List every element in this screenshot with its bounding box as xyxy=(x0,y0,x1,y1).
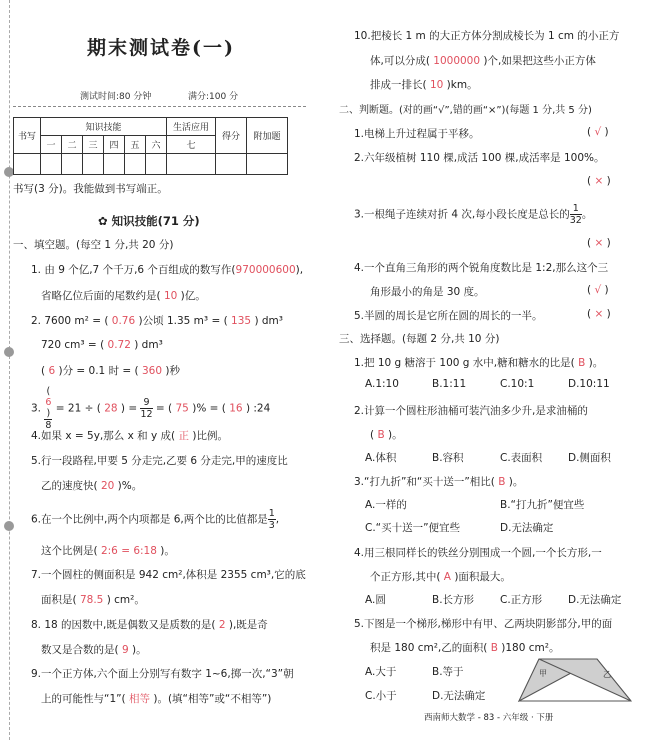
q1a: 1. 由 9 个亿,7 个千万,6 个百组成的数写作(970000600), xyxy=(31,264,304,276)
choice-4a: 4.用三根同样长的铁丝分别围成一个圆,一个长方形,一 xyxy=(354,547,602,559)
q9a: 9.一个正方体,六个面上分别写有数字 1~6,掷一次,“3”朝 xyxy=(31,668,294,680)
score-col-application: 生活应用 xyxy=(167,118,216,136)
choice-3-c: C.“买十送一”便宜些 xyxy=(365,522,461,534)
part2-heading: 二、判断题。(对的画“√”,错的画“×”)(每题 1 分,共 5 分) xyxy=(339,105,592,116)
choice-1-c: C.10:1 xyxy=(500,378,535,390)
answer: 6 xyxy=(45,397,52,408)
choice-5-c: C.小于 xyxy=(365,690,397,702)
answer: 2 xyxy=(218,619,226,631)
q3: 3. ( 6 ) 8 = 21 ÷ ( 28 ) = $\frac{9}{12}$ = ( 75 )% = ( 16 ) :24 xyxy=(31,386,271,431)
part1-heading: 一、填空题。(每空 1 分,共 20 分) xyxy=(13,239,174,251)
q5b: 乙的速度快( 20 )%。 xyxy=(41,480,143,492)
footer: 西南师大数学 - 83 - 六年级 · 下册 xyxy=(424,713,554,723)
judge-2: 2.六年级植树 110 棵,成活 100 棵,成活率是 100%。 xyxy=(354,152,605,164)
q2c: ( 6 )分 = 0.1 时 = ( 360 )秒 xyxy=(41,365,180,377)
full-score: 满分:100 分 xyxy=(188,92,239,102)
binding-hole-icon xyxy=(4,347,14,357)
score-cell[interactable] xyxy=(104,154,125,175)
q8a: 8. 18 的因数中,既是偶数又是质数的是( 2 ),既是奇 xyxy=(31,619,268,631)
test-time: 测试时间:80 分钟 xyxy=(80,92,152,102)
score-cell[interactable] xyxy=(216,154,247,175)
q4: 4.如果 x = 5y,那么 x 和 y 成( 正 )比例。 xyxy=(31,430,228,442)
star-icon: ✿ xyxy=(98,214,112,228)
choice-5-b: B.等于 xyxy=(432,666,464,678)
answer: B xyxy=(578,357,586,369)
label-jia: 甲 xyxy=(539,669,547,678)
choice-4-c: C.正方形 xyxy=(500,594,543,606)
answer: 6 xyxy=(48,365,56,377)
q2b: 720 cm³ = ( 0.72 ) dm³ xyxy=(41,339,163,351)
choice-3-d: D.无法确定 xyxy=(500,522,554,534)
score-cell[interactable] xyxy=(167,154,216,175)
answer: B xyxy=(490,642,498,654)
answer: 970000600 xyxy=(235,264,296,276)
score-col-7: 七 xyxy=(167,136,216,154)
q8b: 数又是合数的是( 9 )。 xyxy=(41,644,147,656)
divider xyxy=(13,106,306,107)
answer: 相等 xyxy=(129,693,150,705)
choice-4-b: B.长方形 xyxy=(432,594,475,606)
q10c: 排成一排长( 10 )km。 xyxy=(370,79,478,91)
answer: A xyxy=(443,571,451,583)
choice-5-d: D.无法确定 xyxy=(432,690,486,702)
choice-3: 3.“打九折”和“买十送一”相比( B )。 xyxy=(354,476,524,488)
score-col-3: 三 xyxy=(83,136,104,154)
score-col-5: 五 xyxy=(125,136,146,154)
q7b: 面积是( 78.5 ) cm²。 xyxy=(41,594,145,606)
choice-5-a: A.大于 xyxy=(365,666,397,678)
score-col-writing: 书写 xyxy=(14,118,41,154)
answer: 0.72 xyxy=(107,339,131,351)
answer: 78.5 xyxy=(79,594,104,606)
answer: 28 xyxy=(104,402,118,415)
answer: 2:6 = 6:18 xyxy=(100,545,157,557)
answer: 9 xyxy=(121,644,129,656)
writing-note: 书写(3 分)。我能做到书写端正。 xyxy=(13,183,168,195)
score-cell[interactable] xyxy=(247,154,288,175)
answer: 正 xyxy=(178,430,189,442)
section-title: ✿ 知识技能(71 分) xyxy=(98,214,200,228)
choice-2-answer: ( B )。 xyxy=(370,429,403,441)
judge-1: 1.电梯上升过程属于平移。 xyxy=(354,128,480,140)
score-cell[interactable] xyxy=(146,154,167,175)
score-col-extra: 附加题 xyxy=(247,118,288,154)
page-title: 期末测试卷(一) xyxy=(87,37,235,59)
answer: 10 xyxy=(429,79,444,91)
choice-1-a: A.1:10 xyxy=(365,378,399,390)
answer: 20 xyxy=(100,480,115,492)
q1b: 省略亿位后面的尾数约是( 10 )亿。 xyxy=(41,290,206,302)
choice-2-d: D.侧面积 xyxy=(568,452,611,464)
q10a: 10.把棱长 1 m 的大正方体分割成棱长为 1 cm 的小正方 xyxy=(354,30,620,42)
q2a: 2. 7600 m² = ( 0.76 )公顷 1.35 m³ = ( 135 ) dm³ xyxy=(31,315,283,327)
choice-2-a: A.体积 xyxy=(365,452,397,464)
score-col-knowledge: 知识技能 xyxy=(41,118,167,136)
score-col-total: 得分 xyxy=(216,118,247,154)
part3-heading: 三、选择题。(每题 2 分,共 10 分) xyxy=(339,333,500,345)
judge-4-answer: ( √ ) xyxy=(587,284,609,296)
judge-2-answer: ( × ) xyxy=(587,175,611,187)
score-cell[interactable] xyxy=(83,154,104,175)
label-yi: 乙 xyxy=(603,670,611,679)
answer: 75 xyxy=(175,402,189,415)
choice-4b: 个正方形,其中( A )面积最大。 xyxy=(370,571,511,583)
q6a: 6.在一个比例中,两个内项都是 6,两个比的比值都是 $\frac{1}{3}$ , xyxy=(31,508,280,531)
choice-2: 2.计算一个圆柱形油桶可装汽油多少升,是求油桶的 xyxy=(354,405,588,417)
judge-5: 5.半圆的周长是它所在圆的周长的一半。 xyxy=(354,310,543,322)
choice-3-a: A.一样的 xyxy=(365,499,407,511)
answer: B xyxy=(498,476,506,488)
judge-3-answer: ( × ) xyxy=(587,237,611,249)
choice-2-b: B.容积 xyxy=(432,452,464,464)
q6b: 这个比例是( 2:6 = 6:18 )。 xyxy=(41,545,175,557)
choice-3-b: B.“打九折”便宜些 xyxy=(500,499,585,511)
judge-4a: 4.一个直角三角形的两个锐角度数比是 1:2,那么这个三 xyxy=(354,262,609,274)
answer: 10 xyxy=(163,290,178,302)
answer: 1000000 xyxy=(433,55,481,67)
q7a: 7.一个圆柱的侧面积是 942 cm²,体积是 2355 cm³,它的底 xyxy=(31,569,306,581)
answer: 360 xyxy=(142,365,163,377)
choice-1-d: D.10:11 xyxy=(568,378,610,390)
judge-4b: 角形最小的角是 30 度。 xyxy=(370,286,485,298)
binding-line xyxy=(9,0,10,740)
q9b: 上的可能性与“1”( 相等 )。(填“相等”或“不相等”) xyxy=(41,693,272,705)
binding-hole-icon xyxy=(4,521,14,531)
judge-1-answer: ( √ ) xyxy=(587,126,609,138)
score-cell[interactable] xyxy=(14,154,41,175)
q10b: 体,可以分成( 1000000 )个,如果把这些小正方体 xyxy=(370,55,596,67)
answer: 0.76 xyxy=(111,315,136,327)
choice-2-c: C.表面积 xyxy=(500,452,543,464)
score-col-4: 四 xyxy=(104,136,125,154)
score-col-6: 六 xyxy=(146,136,167,154)
judge-5-answer: ( × ) xyxy=(587,308,611,320)
answer: 16 xyxy=(229,402,243,415)
judge-3: 3.一根绳子连续对折 4 次,每小段长度是总长的 $\frac{1}{32}$ 。 xyxy=(354,203,593,226)
score-table xyxy=(13,117,288,175)
score-col-1: 一 xyxy=(41,136,62,154)
choice-4-d: D.无法确定 xyxy=(568,594,622,606)
score-cell[interactable] xyxy=(62,154,83,175)
choice-1: 1.把 10 g 糖溶于 100 g 水中,糖和糖水的比是( B )。 xyxy=(354,357,604,369)
trapezoid-figure xyxy=(515,655,635,705)
score-cell[interactable] xyxy=(125,154,146,175)
choice-1-b: B.1:11 xyxy=(432,378,467,390)
score-col-2: 二 xyxy=(62,136,83,154)
choice-5a: 5.下图是一个梯形,梯形中有甲、乙两块阴影部分,甲的面 xyxy=(354,618,613,630)
choice-4-a: A.圆 xyxy=(365,594,386,606)
answer: 135 xyxy=(231,315,252,327)
score-cell[interactable] xyxy=(41,154,62,175)
choice-5b: 积是 180 cm²,乙的面积( B )180 cm²。 xyxy=(370,642,560,654)
q5a: 5.行一段路程,甲要 5 分走完,乙要 6 分走完,甲的速度比 xyxy=(31,455,288,467)
